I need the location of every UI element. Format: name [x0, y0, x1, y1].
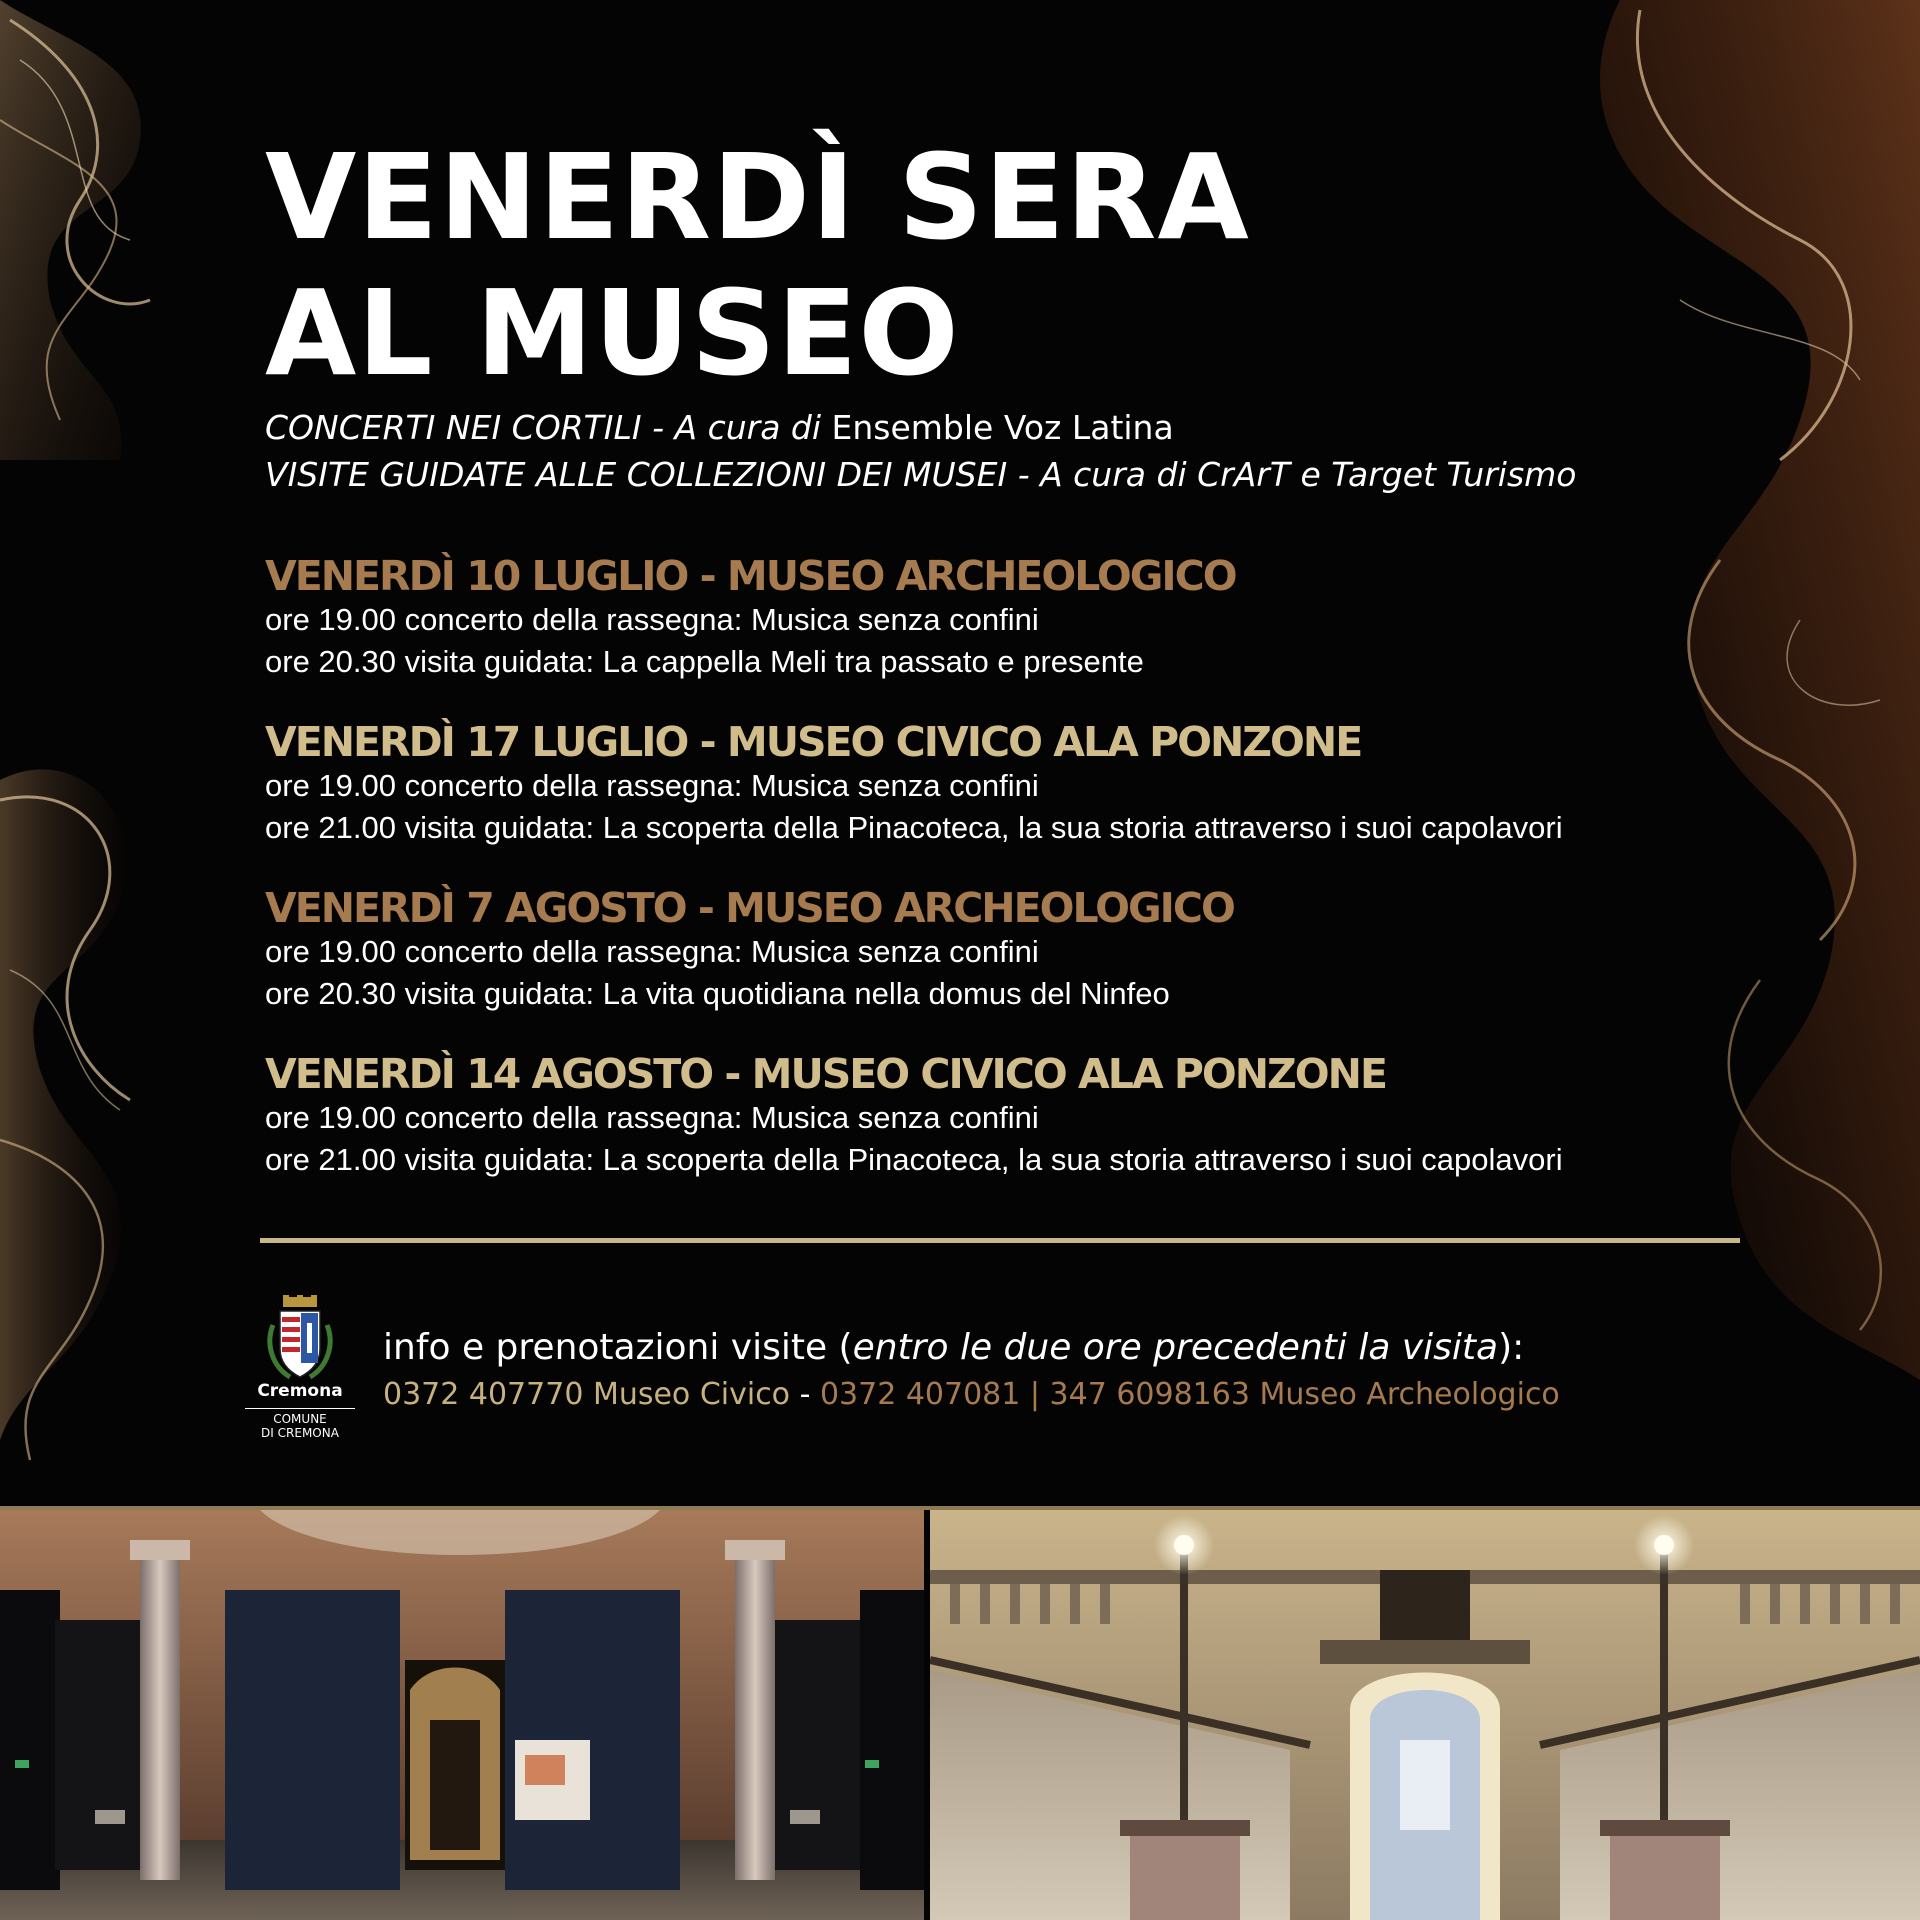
info-italic: entro le due ore precedenti la visita: [852, 1327, 1499, 1368]
event-line: ore 21.00 visita guidata: La scoperta della Pinacoteca, la sua storia attraverso i suoi capolavori: [265, 1142, 1563, 1178]
photo-museo-archeologico: [0, 1510, 924, 1920]
logo-sub-line-1: COMUNE: [273, 1412, 327, 1426]
title-line-2: AL MUSEO: [265, 264, 960, 402]
smoke-left-bottom: [0, 740, 160, 1480]
photo-museo-civico: [930, 1510, 1920, 1920]
event-2: [265, 720, 1765, 849]
subtitle-visits: [265, 455, 1576, 494]
title-line-1: VENERDÌ SERA: [265, 128, 1250, 266]
event-heading: VENERDÌ 7 AGOSTO - MUSEO ARCHEOLOGICO: [265, 884, 1234, 932]
info-line: [383, 1327, 1524, 1368]
event-line: ore 20.30 visita guidata: La vita quotidiana nella domus del Ninfeo: [265, 976, 1170, 1012]
phone-museo-archeologico[interactable]: 0372 407081 | 347 6098163 Museo Archeologico: [819, 1377, 1560, 1412]
subtitle-ensemble: Ensemble Voz Latina: [831, 408, 1174, 447]
divider: [260, 1238, 1740, 1243]
subtitle-concerts-label: CONCERTI NEI CORTILI - A cura di: [265, 408, 832, 447]
event-line: ore 20.30 visita guidata: La cappella Meli tra passato e presente: [265, 644, 1144, 680]
event-heading: VENERDÌ 17 LUGLIO - MUSEO CIVICO ALA PONZONE: [265, 718, 1362, 766]
subtitle-visits-label: VISITE GUIDATE ALLE COLLEZIONI DEI MUSEI - A cura di CrArT e Target Turismo: [265, 455, 1577, 494]
event-4: [265, 1052, 1765, 1181]
event-line: ore 19.00 concerto della rassegna: Musica senza confini: [265, 1100, 1039, 1136]
event-heading: VENERDÌ 14 AGOSTO - MUSEO CIVICO ALA PONZONE: [265, 1050, 1386, 1098]
smoke-left-top: [0, 0, 190, 460]
logo-sub-line-2: DI CREMONA: [261, 1426, 339, 1440]
contact-separator: -: [790, 1377, 820, 1412]
logo-subtitle: [245, 1408, 355, 1440]
event-1: [265, 554, 1765, 683]
info-suffix: ):: [1498, 1327, 1525, 1368]
event-line: ore 19.00 concerto della rassegna: Musica senza confini: [265, 602, 1039, 638]
phone-museo-civico[interactable]: 0372 407770 Museo Civico: [383, 1377, 791, 1412]
info-prefix: info e prenotazioni visite (: [383, 1327, 853, 1368]
logo-name: Cremona: [257, 1381, 343, 1401]
event-line: ore 19.00 concerto della rassegna: Musica senza confini: [265, 768, 1039, 804]
event-line: ore 21.00 visita guidata: La scoperta della Pinacoteca, la sua storia attraverso i suoi capolavori: [265, 810, 1563, 846]
event-heading: VENERDÌ 10 LUGLIO - MUSEO ARCHEOLOGICO: [265, 552, 1236, 600]
subtitle-concerts: [265, 408, 1174, 447]
contact-line: [383, 1377, 1560, 1412]
event-3: [265, 886, 1765, 1015]
event-line: ore 19.00 concerto della rassegna: Musica senza confini: [265, 934, 1039, 970]
